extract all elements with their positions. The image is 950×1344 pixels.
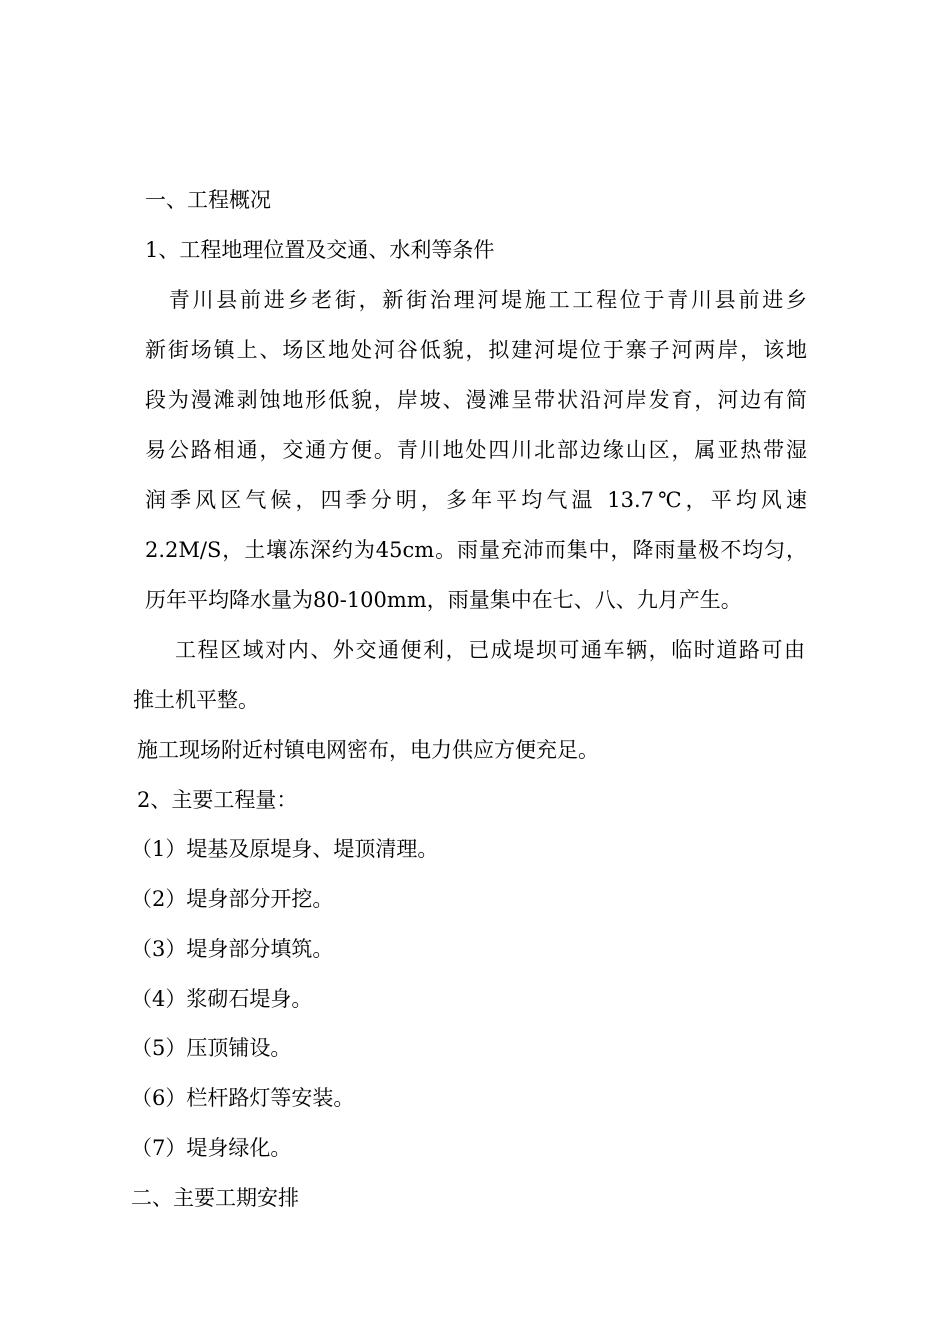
section-heading: 一、工程概况 (145, 188, 271, 212)
paragraph-line: 新街场镇上、场区地处河谷低貌，拟建河堤位于寨子河两岸，该地 (145, 338, 807, 362)
list-item: （2）堤身部分开挖。 (131, 887, 334, 911)
paragraph-line: 青川县前进乡老街，新街治理河堤施工工程位于青川县前进乡 (145, 288, 807, 312)
section-heading: 二、主要工期安排 (131, 1186, 299, 1210)
paragraph-line: 历年平均降水量为80-100mm，雨量集中在七、八、九月产生。 (145, 588, 742, 612)
paragraph-line: 易公路相通，交通方便。青川地处四川北部边缘山区，属亚热带湿 (145, 438, 807, 462)
paragraph-line: 段为漫滩剥蚀地形低貌，岸坡、漫滩呈带状沿河岸发育，河边有简 (145, 388, 807, 412)
paragraph-line: 润季风区气候，四季分明，多年平均气温 13.7℃，平均风速 (145, 488, 807, 512)
list-item: （6）栏杆路灯等安装。 (131, 1086, 355, 1110)
list-item: （3）堤身部分填筑。 (131, 937, 334, 961)
subsection-heading: 1、工程地理位置及交通、水利等条件 (145, 238, 495, 262)
list-item: （4）浆砌石堤身。 (131, 987, 313, 1011)
paragraph-line: 推土机平整。 (133, 688, 259, 712)
paragraph-line: 施工现场附近村镇电网密布，电力供应方便充足。 (137, 738, 599, 762)
list-item: （7）堤身绿化。 (131, 1136, 292, 1160)
list-item: （5）压顶铺设。 (131, 1036, 292, 1060)
subsection-heading: 2、主要工程量： (137, 788, 298, 812)
paragraph-line: 工程区域对内、外交通便利，已成堤坝可通车辆，临时道路可由 (175, 638, 805, 662)
paragraph-line: 2.2M/S，土壤冻深约为45cm。雨量充沛而集中，降雨量极不均匀， (145, 538, 807, 562)
list-item: （1）堤基及原堤身、堤顶清理。 (131, 837, 439, 861)
